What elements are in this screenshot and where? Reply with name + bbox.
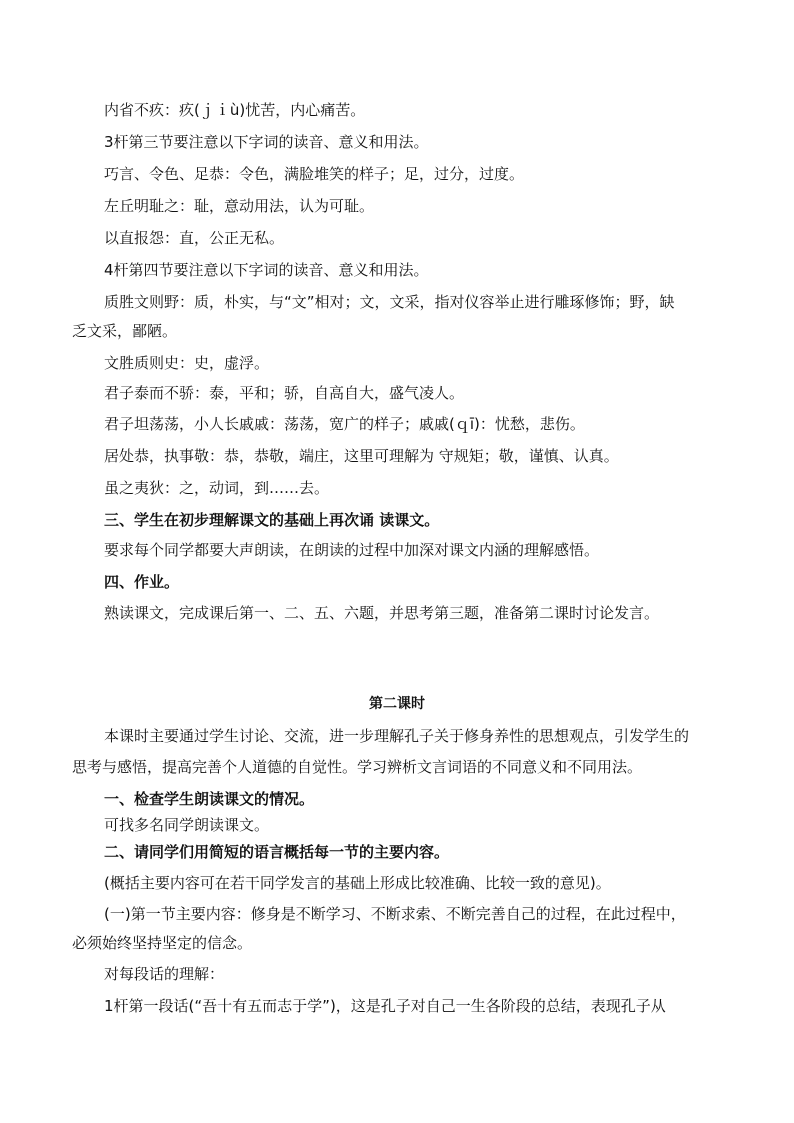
text-line: 内省不疚：疚(ｊｉù)忧苦，内心痛苦。 [104, 101, 366, 119]
text-line: 君子坦荡荡，小人长戚戚：荡荡，宽广的样子；戚戚(ｑī)：忧愁，悲伤。 [104, 415, 585, 433]
text-line: (概括主要内容可在若干同学发言的基础上形成比较准确、比较一致的意见)。 [104, 874, 611, 892]
text-line: 虽之夷狄：之，动词，到……去。 [104, 479, 330, 497]
section-heading: 四、作业。 [104, 573, 180, 591]
text-line: 思考与感悟，提高完善个人道德的自觉性。学习辨析文言词语的不同意义和不同用法。 [72, 758, 643, 776]
text-line: 对每段话的理解： [104, 965, 225, 983]
text-line: 可找多名同学朗读课文。 [104, 816, 270, 834]
section-heading: 二、请同学们用简短的语言概括每一节的主要内容。 [104, 843, 450, 861]
text-line: 以直报怨：直，公正无私。 [104, 229, 285, 247]
section-heading: 一、检查学生朗读课文的情况。 [104, 790, 315, 808]
text-line: 质胜文则野：质，朴实，与“文”相对；文，文采，指对仪容举止进行雕琢修饰；野，缺 [104, 293, 675, 311]
text-line: 要求每个同学都要大声朗读，在朗读的过程中加深对课文内涵的理解感悟。 [104, 541, 600, 559]
text-line: 4杆第四节要注意以下字词的读音、意义和用法。 [104, 261, 429, 279]
text-line: 文胜质则史：史，虚浮。 [104, 354, 270, 372]
text-line: 君子泰而不骄：泰，平和；骄，自高自大，盛气凌人。 [104, 384, 465, 402]
text-line: (一)第一节主要内容：修身是不断学习、不断求索、不断完善自己的过程，在此过程中， [104, 905, 686, 923]
text-line: 必须始终坚持坚定的信念。 [72, 934, 253, 952]
text-line: 左丘明耻之：耻，意动用法，认为可耻。 [104, 197, 375, 215]
text-line: 居处恭，执事敬：恭，恭敬，端庄，这里可理解为 守规矩；敬，谨慎、认真。 [104, 447, 619, 465]
section-heading: 三、学生在初步理解课文的基础上再次诵 读课文。 [104, 511, 440, 529]
lesson-title: 第二课时 [369, 696, 425, 712]
text-line: 3杆第三节要注意以下字词的读音、意义和用法。 [104, 133, 429, 151]
text-line: 本课时主要通过学生讨论、交流，进一步理解孔子关于修身养性的思想观点，引发学生的 [104, 727, 690, 745]
text-line: 乏文采，鄙陋。 [72, 322, 178, 340]
text-line: 熟读课文，完成课后第一、二、五、六题，并思考第三题，准备第二课时讨论发言。 [104, 604, 660, 622]
text-line: 1杆第一段话(“吾十有五而志于学”)，这是孔子对自己一生各阶段的总结，表现孔子从 [104, 997, 666, 1015]
text-line: 巧言、令色、足恭：令色，满脸堆笑的样子；足，过分，过度。 [104, 165, 525, 183]
